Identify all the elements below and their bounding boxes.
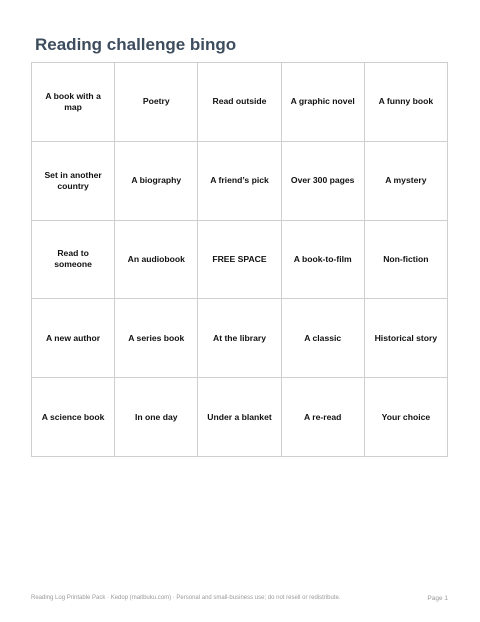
bingo-cell[interactable] [198, 378, 281, 457]
page-title: Reading challenge bingo [35, 35, 237, 54]
bingo-cell[interactable] [365, 299, 448, 378]
bingo-cell-label: A new author [46, 332, 101, 343]
bingo-cell-label: An audiobook [127, 253, 185, 264]
bingo-cell-label: A book-to-film [293, 253, 352, 264]
footer-credit: Reading Log Printable Pack · Kedop (maitbuku.com) · Personal and small-business use; do not resell or redistribute. [31, 595, 341, 601]
bingo-cell[interactable] [282, 63, 365, 142]
bingo-cell-label: Set in another country [44, 169, 102, 191]
bingo-cell-label: A classic [304, 332, 342, 343]
bingo-cell[interactable] [282, 142, 365, 221]
bingo-cell[interactable] [282, 299, 365, 378]
bingo-cell-label: Non-fiction [383, 253, 429, 264]
bingo-cell-label: A mystery [385, 175, 427, 186]
bingo-cell-label: Read outside [212, 96, 267, 107]
bingo-cell[interactable] [115, 299, 198, 378]
footer-page-number: Page 1 [427, 595, 448, 602]
bingo-cell-label: A biography [131, 175, 182, 186]
bingo-cell-free-space[interactable] [198, 221, 281, 300]
bingo-cell[interactable] [365, 221, 448, 300]
bingo-cell[interactable] [32, 63, 115, 142]
bingo-cell[interactable] [365, 378, 448, 457]
bingo-cell-label: A funny book [378, 96, 434, 107]
bingo-cell[interactable] [198, 299, 281, 378]
bingo-cell[interactable] [32, 378, 115, 457]
bingo-cell[interactable] [32, 142, 115, 221]
bingo-cell[interactable] [115, 221, 198, 300]
bingo-cell-label: At the library [212, 332, 266, 343]
bingo-grid [31, 62, 448, 457]
bingo-cell-label: A re-read [303, 411, 342, 422]
bingo-cell-label: FREE SPACE [212, 253, 267, 264]
bingo-cell[interactable] [365, 142, 448, 221]
bingo-cell[interactable] [115, 378, 198, 457]
bingo-cell-label: Historical story [374, 332, 438, 343]
bingo-cell-label: In one day [135, 411, 178, 422]
bingo-cell[interactable] [282, 221, 365, 300]
bingo-cell-label: Over 300 pages [290, 175, 355, 186]
bingo-cell[interactable] [198, 63, 281, 142]
bingo-cell-label: Under a blanket [207, 411, 272, 422]
bingo-cell-label: Your choice [381, 411, 431, 422]
bingo-cell-label: A graphic novel [290, 96, 355, 107]
bingo-cell-label: A series book [128, 332, 185, 343]
bingo-cell-label: A book with a map [45, 90, 101, 112]
bingo-cell[interactable] [282, 378, 365, 457]
bingo-cell-label: Poetry [142, 96, 170, 107]
bingo-cell[interactable] [32, 221, 115, 300]
bingo-cell[interactable] [198, 142, 281, 221]
bingo-cell-label: Read to someone [54, 248, 92, 270]
bingo-cell[interactable] [365, 63, 448, 142]
bingo-cell[interactable] [115, 142, 198, 221]
bingo-cell[interactable] [32, 299, 115, 378]
bingo-cell[interactable] [115, 63, 198, 142]
bingo-cell-label: A friend’s pick [210, 175, 269, 186]
bingo-cell-label: A science book [41, 411, 105, 422]
